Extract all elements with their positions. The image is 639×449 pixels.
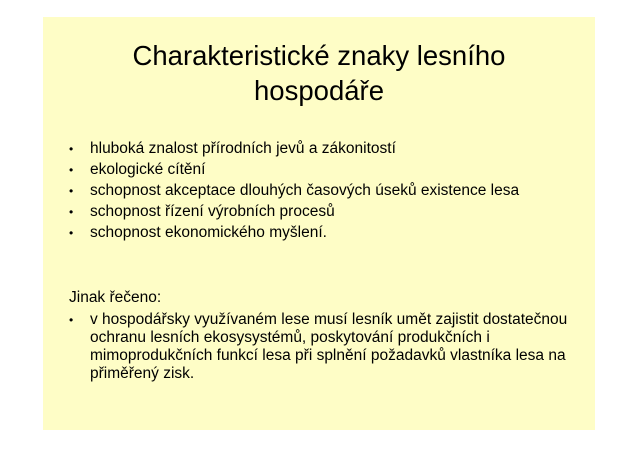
list-item (69, 182, 569, 200)
list-item-text: schopnost akceptace dlouhých časových úseků existence lesa (90, 182, 520, 199)
list-item (69, 203, 569, 221)
slide-title-line-2: hospodáře (254, 75, 384, 106)
list-item-text: hluboká znalost přírodních jevů a zákonitostí (90, 140, 396, 157)
list-item-text: v hospodářsky využívaném lese musí lesník umět zajistit dostatečnou ochranu lesních ekosysystémů, poskytování produkčních i mimoprodukčních funkcí lesa při splnění požadavků vlastníka lesa na přiměřený zisk. (90, 311, 568, 382)
bullet-icon: • (69, 184, 74, 198)
list-item (69, 311, 569, 383)
list-item (69, 140, 569, 158)
note-list (69, 311, 569, 386)
slide-title (43, 38, 595, 108)
bullet-icon: • (69, 226, 74, 240)
list-item-text: ekologické cítění (90, 161, 206, 178)
list-item (69, 161, 569, 179)
note-heading: Jinak řečeno: (69, 289, 162, 306)
bullet-icon: • (69, 313, 74, 327)
list-item-text: schopnost ekonomického myšlení. (90, 224, 327, 241)
bullet-icon: • (69, 205, 74, 219)
bullet-icon: • (69, 142, 74, 156)
list-item (69, 224, 569, 242)
traits-list (69, 140, 569, 245)
bullet-icon: • (69, 163, 74, 177)
slide-title-line-1: Charakteristické znaky lesního (132, 40, 506, 71)
slide (43, 17, 595, 430)
list-item-text: schopnost řízení výrobních procesů (90, 203, 335, 220)
